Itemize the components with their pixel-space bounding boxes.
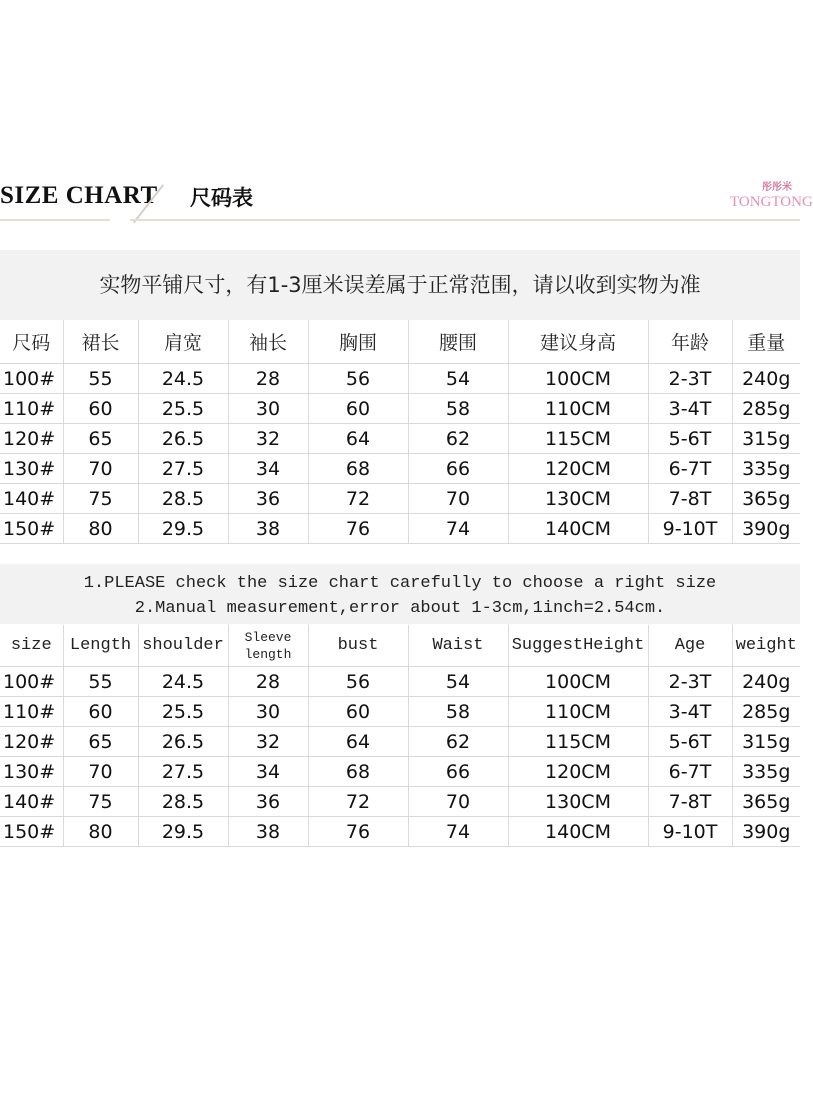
cell-weight: 390g (732, 514, 800, 544)
table-row (0, 727, 800, 757)
table-row (0, 364, 800, 394)
table-row (0, 514, 800, 544)
cell-sleeve: 36 (228, 787, 308, 817)
header-cell-shoulder: shoulder (138, 625, 228, 667)
cell-height: 115CM (508, 424, 648, 454)
cell-length: 60 (63, 697, 138, 727)
cell-weight: 240g (732, 364, 800, 394)
cell-weight: 335g (732, 757, 800, 787)
cell-sleeve: 38 (228, 817, 308, 847)
cell-length: 75 (63, 484, 138, 514)
cell-length: 55 (63, 364, 138, 394)
cell-waist: 62 (408, 424, 508, 454)
cell-age: 6-7T (648, 757, 732, 787)
cell-weight: 285g (732, 394, 800, 424)
cell-length: 80 (63, 514, 138, 544)
cell-weight: 240g (732, 667, 800, 697)
cell-height: 130CM (508, 484, 648, 514)
cell-age: 5-6T (648, 727, 732, 757)
cell-age: 3-4T (648, 697, 732, 727)
header-cell-bust: 胸围 (308, 320, 408, 364)
cell-length: 75 (63, 787, 138, 817)
cell-sleeve: 30 (228, 394, 308, 424)
cell-bust: 76 (308, 514, 408, 544)
cell-height: 115CM (508, 727, 648, 757)
cell-weight: 315g (732, 727, 800, 757)
cell-height: 140CM (508, 817, 648, 847)
cell-sleeve: 34 (228, 757, 308, 787)
header-cell-length: 裙长 (63, 320, 138, 364)
cell-shoulder: 27.5 (138, 454, 228, 484)
cell-length: 60 (63, 394, 138, 424)
table-row (0, 787, 800, 817)
cell-sleeve: 32 (228, 727, 308, 757)
table-row (0, 484, 800, 514)
cell-size: 120# (0, 424, 63, 454)
cell-size: 150# (0, 514, 63, 544)
cell-sleeve: 32 (228, 424, 308, 454)
cell-weight: 365g (732, 484, 800, 514)
cell-sleeve: 30 (228, 697, 308, 727)
cell-size: 120# (0, 727, 63, 757)
cell-age: 6-7T (648, 454, 732, 484)
header-cell-length: Length (63, 625, 138, 667)
cell-height: 100CM (508, 667, 648, 697)
cell-waist: 58 (408, 394, 508, 424)
cell-size: 140# (0, 787, 63, 817)
cell-height: 100CM (508, 364, 648, 394)
cell-shoulder: 27.5 (138, 757, 228, 787)
header-cell-sleeve: 袖长 (228, 320, 308, 364)
cell-height: 120CM (508, 454, 648, 484)
cell-age: 5-6T (648, 424, 732, 454)
header-cell-size: size (0, 625, 63, 667)
cell-size: 100# (0, 667, 63, 697)
cell-waist: 58 (408, 697, 508, 727)
note-english-line-2: 2.Manual measurement,error about 1-3cm,1inch=2.54cm. (134, 599, 666, 618)
cell-length: 80 (63, 817, 138, 847)
header-cell-height: SuggestHeight (508, 625, 648, 667)
cell-age: 9-10T (648, 817, 732, 847)
cell-size: 130# (0, 757, 63, 787)
cell-shoulder: 29.5 (138, 817, 228, 847)
cell-size: 100# (0, 364, 63, 394)
cell-waist: 74 (408, 817, 508, 847)
cell-height: 120CM (508, 757, 648, 787)
cell-sleeve: 28 (228, 667, 308, 697)
cell-size: 150# (0, 817, 63, 847)
table-row (0, 667, 800, 697)
cell-weight: 335g (732, 454, 800, 484)
cell-bust: 60 (308, 394, 408, 424)
title-chinese: 尺码表 (190, 185, 253, 210)
cell-bust: 64 (308, 424, 408, 454)
cell-size: 110# (0, 697, 63, 727)
header-cell-waist: 腰围 (408, 320, 508, 364)
cell-bust: 60 (308, 697, 408, 727)
note-english (0, 564, 800, 624)
cell-size: 130# (0, 454, 63, 484)
header-divider-left (0, 219, 110, 221)
header-cell-weight: weight (732, 625, 800, 667)
cell-length: 65 (63, 424, 138, 454)
cell-waist: 66 (408, 757, 508, 787)
cell-length: 70 (63, 757, 138, 787)
cell-sleeve: 34 (228, 454, 308, 484)
table-row (0, 394, 800, 424)
cell-age: 7-8T (648, 484, 732, 514)
table-row (0, 697, 800, 727)
table-header-row (0, 625, 800, 667)
cell-shoulder: 25.5 (138, 697, 228, 727)
cell-height: 140CM (508, 514, 648, 544)
cell-bust: 68 (308, 454, 408, 484)
cell-age: 3-4T (648, 394, 732, 424)
cell-length: 55 (63, 667, 138, 697)
note-chinese: 实物平铺尺寸，有1-3厘米误差属于正常范围，请以收到实物为准 (0, 250, 800, 320)
cell-height: 110CM (508, 394, 648, 424)
header-cell-size: 尺码 (0, 320, 63, 364)
cell-weight: 285g (732, 697, 800, 727)
cell-shoulder: 26.5 (138, 727, 228, 757)
table-row (0, 757, 800, 787)
cell-length: 70 (63, 454, 138, 484)
cell-age: 7-8T (648, 787, 732, 817)
table-row (0, 424, 800, 454)
cell-waist: 70 (408, 484, 508, 514)
cell-waist: 62 (408, 727, 508, 757)
cell-bust: 56 (308, 667, 408, 697)
size-table-english (0, 625, 800, 847)
header-cell-waist: Waist (408, 625, 508, 667)
table-header-row (0, 320, 800, 364)
cell-age: 9-10T (648, 514, 732, 544)
cell-weight: 315g (732, 424, 800, 454)
cell-length: 65 (63, 727, 138, 757)
cell-waist: 74 (408, 514, 508, 544)
cell-shoulder: 25.5 (138, 394, 228, 424)
cell-age: 2-3T (648, 667, 732, 697)
cell-waist: 54 (408, 667, 508, 697)
cell-bust: 72 (308, 787, 408, 817)
cell-waist: 66 (408, 454, 508, 484)
cell-shoulder: 26.5 (138, 424, 228, 454)
cell-bust: 56 (308, 364, 408, 394)
cell-weight: 365g (732, 787, 800, 817)
cell-weight: 390g (732, 817, 800, 847)
cell-shoulder: 28.5 (138, 787, 228, 817)
header-cell-sleeve: Sleeve length (228, 625, 308, 667)
size-table-chinese (0, 320, 800, 544)
cell-sleeve: 38 (228, 514, 308, 544)
cell-sleeve: 36 (228, 484, 308, 514)
table-row (0, 817, 800, 847)
header-cell-bust: bust (308, 625, 408, 667)
brand-logo-en: TONGTONG (730, 194, 813, 210)
cell-height: 110CM (508, 697, 648, 727)
header-cell-age: 年龄 (648, 320, 732, 364)
cell-sleeve: 28 (228, 364, 308, 394)
cell-shoulder: 24.5 (138, 667, 228, 697)
cell-size: 110# (0, 394, 63, 424)
cell-age: 2-3T (648, 364, 732, 394)
cell-bust: 72 (308, 484, 408, 514)
table-row (0, 454, 800, 484)
header-divider (130, 219, 800, 221)
title-english: SIZE CHART (0, 182, 158, 209)
cell-waist: 54 (408, 364, 508, 394)
cell-bust: 68 (308, 757, 408, 787)
header-cell-age: Age (648, 625, 732, 667)
cell-waist: 70 (408, 787, 508, 817)
cell-bust: 76 (308, 817, 408, 847)
cell-size: 140# (0, 484, 63, 514)
cell-height: 130CM (508, 787, 648, 817)
brand-logo-cn: 彤彤米 (762, 182, 792, 193)
cell-shoulder: 28.5 (138, 484, 228, 514)
note-english-line-1: 1.PLEASE check the size chart carefully to choose a right size (83, 574, 717, 593)
cell-shoulder: 24.5 (138, 364, 228, 394)
header-cell-shoulder: 肩宽 (138, 320, 228, 364)
header-cell-weight: 重量 (732, 320, 800, 364)
size-chart-header (0, 170, 813, 222)
cell-bust: 64 (308, 727, 408, 757)
header-cell-height: 建议身高 (508, 320, 648, 364)
cell-shoulder: 29.5 (138, 514, 228, 544)
